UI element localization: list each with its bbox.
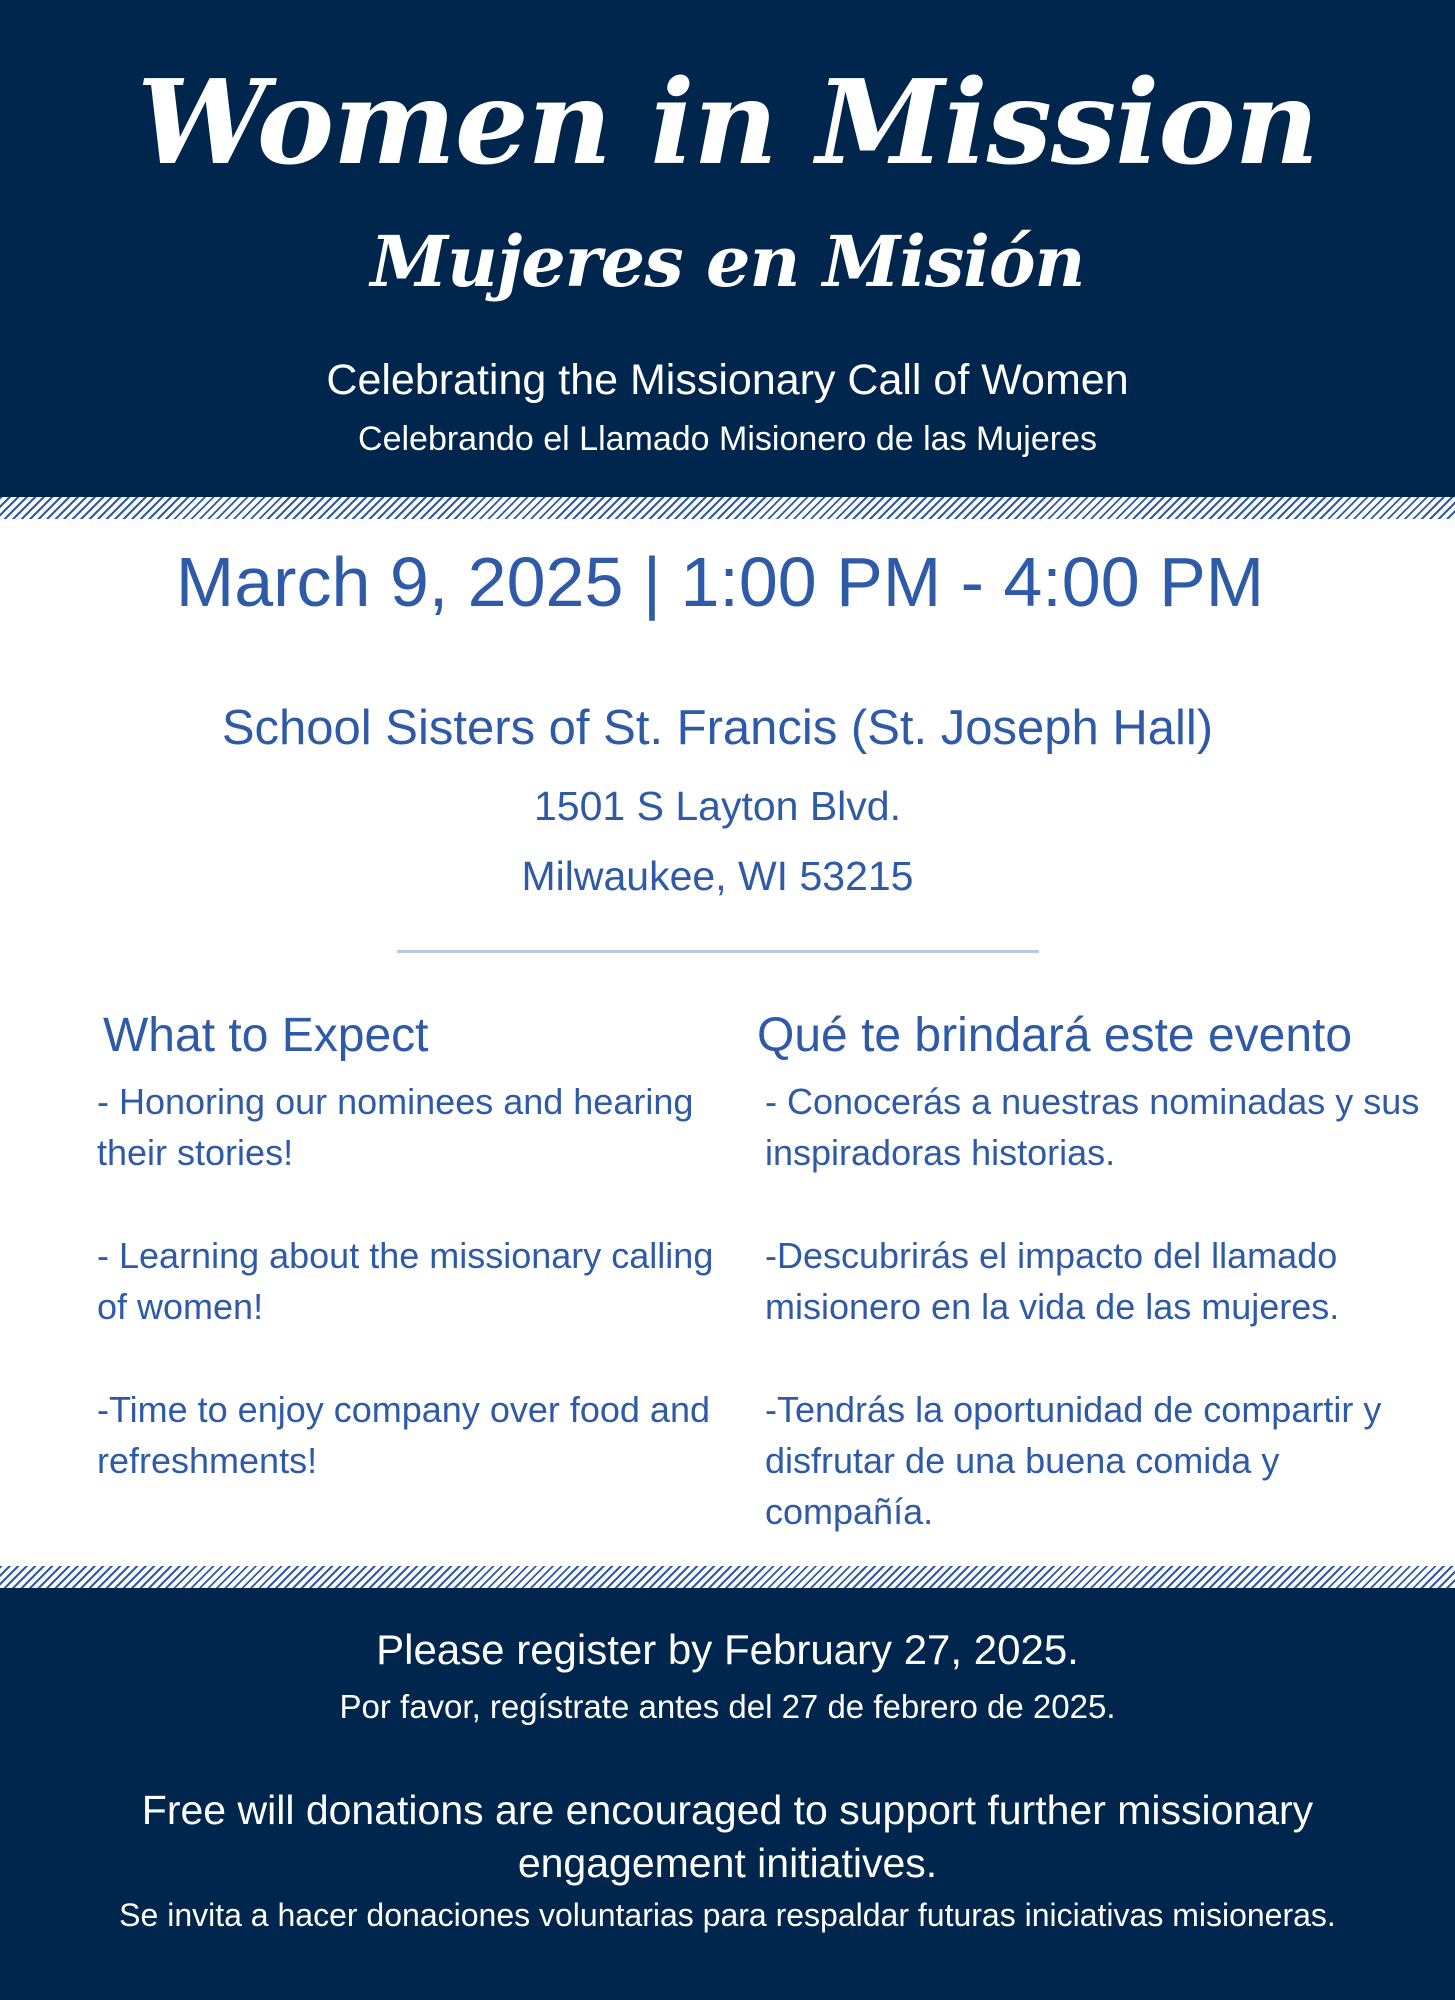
address-line-2: Milwaukee, WI 53215 [521, 853, 914, 899]
title-spanish: Mujeres en Misión [370, 220, 1085, 303]
list-item: -Descubrirás el impacto del llamado misionero en la vida de las mujeres. [765, 1235, 1340, 1327]
donation-note-english: Free will donations are encouraged to support further missionary engagement initiatives. [141, 1787, 1314, 1886]
register-deadline-english: Please register by February 27, 2025. [376, 1626, 1079, 1673]
list-item: - Learning about the missionary calling of women! [97, 1235, 714, 1327]
footer-banner [0, 1588, 1455, 2000]
que-te-brindara-heading: Qué te brindará este evento [757, 1009, 1353, 1062]
event-venue: School Sisters of St. Francis (St. Joseph Hall) [221, 701, 1214, 755]
register-deadline-spanish: Por favor, regístrate antes del 27 de febrero de 2025. [339, 1688, 1116, 1725]
list-item: -Tendrás la oportunidad de compartir y disfrutar de una buena comida y compañía. [765, 1389, 1382, 1532]
event-datetime: March 9, 2025 | 1:00 PM - 4:00 PM [175, 543, 1265, 621]
list-item: - Conocerás a nuestras nominadas y sus inspiradoras historias. [765, 1081, 1420, 1173]
what-to-expect-column [97, 1004, 717, 1538]
what-to-expect-heading: What to Expect [103, 1009, 429, 1062]
list-item: - Honoring our nominees and hearing their stories! [97, 1081, 694, 1173]
donation-note-spanish: Se invita a hacer donaciones voluntarias para respaldar futuras iniciativas misioneras. [119, 1897, 1336, 1933]
hatched-border-bottom [0, 1566, 1455, 1588]
que-te-brindara-column [757, 1004, 1447, 1589]
header-banner [0, 0, 1455, 497]
subtitle-spanish: Celebrando el Llamado Misionero de las Mujeres [358, 420, 1097, 458]
subtitle-english: Celebrating the Missionary Call of Women [326, 356, 1129, 404]
hatched-border-top [0, 497, 1455, 519]
section-divider [397, 950, 1039, 953]
title-english: Women in Mission [136, 55, 1319, 191]
address-line-1: 1501 S Layton Blvd. [534, 783, 901, 829]
list-item: -Time to enjoy company over food and refreshments! [97, 1389, 710, 1481]
